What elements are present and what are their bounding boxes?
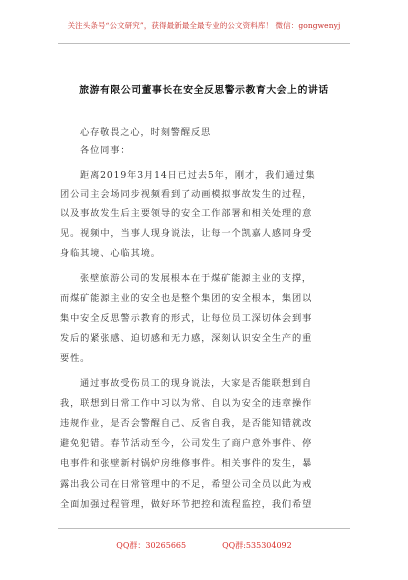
salutation-line: 各位同事： xyxy=(80,145,131,156)
body-line: 要性。 xyxy=(60,353,91,364)
body-line: 见。视频中，当事人现身说法，让每一个凯嘉人感同身受 xyxy=(60,228,313,239)
footer-qq-group-1: QQ群：30265665 xyxy=(116,541,187,550)
body-line: 而煤矿能源主业的安全也是整个集团的安全根本，集团以 xyxy=(60,293,313,304)
body-line: 团公司主会场同步视频看到了动画模拟事故发生的过程， xyxy=(60,189,313,200)
body-line: 发后的紧张感、迫切感和无力感，深刻认识安全生产的重 xyxy=(60,333,313,344)
body-line: 露出我公司在日常管理中的不足，希望公司全员以此为戒 xyxy=(60,479,313,490)
body-line: 距离2019年3月14日已过去5年，刚才，我们通过集 xyxy=(80,170,316,181)
footer-divider xyxy=(58,528,350,529)
footer xyxy=(0,540,408,551)
body-line: 违规作业，是否会警醒自己、反省自我，是否能知错就改 xyxy=(60,418,313,429)
footer-qq-group-2: QQ群:535304092 xyxy=(222,541,292,550)
header-divider xyxy=(58,43,350,44)
body-line: 通过事故受伤员工的现身说法，大家是否能联想到自 xyxy=(80,378,313,389)
body-line: 张壁旅游公司的发展根本在于煤矿能源主业的支撑， xyxy=(80,273,313,284)
body-line: 避免犯错。春节活动至今，公司发生了商户意外事件、停 xyxy=(60,438,313,449)
body-line: 集中安全反思警示教育的形式，让每位员工深切体会到事 xyxy=(60,313,313,324)
body-line: 身临其境、心临其境。 xyxy=(60,248,161,259)
body-line: 以及事故发生后主要领导的安全工作部署和相关处理的意 xyxy=(60,208,313,219)
body-line: 电事件和张壁新村锅炉房维修事件。相关事件的发生，暴 xyxy=(60,458,313,469)
body-line: 全面加强过程管理，做好环节把控和流程监控，我们希望 xyxy=(60,499,313,510)
page-title: 旅游有限公司董事长在安全反思警示教育大会上的讲话 xyxy=(79,85,329,96)
subtitle-line: 心存敬畏之心，时刻警醒反思 xyxy=(80,127,212,138)
header-banner: 关注头条号“公文研究”，获得最新最全最专业的公文资料库！ 微信：gongwenyj xyxy=(67,21,341,30)
body-line: 我，联想到日常工作中习以为常、自以为安全的违章操作 xyxy=(60,398,313,409)
